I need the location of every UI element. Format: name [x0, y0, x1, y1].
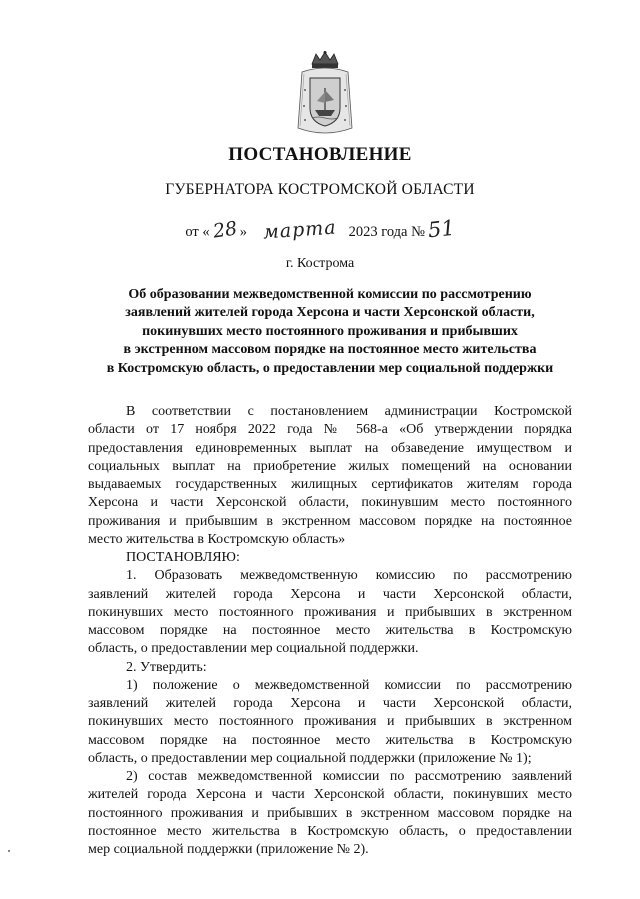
body-text-line: Херсона и части Херсонской области, покинувшим место постоянного [88, 495, 572, 511]
body-text-line: жителей города Херсона и части Херсонской области, покинувших место [88, 787, 572, 803]
date-number-line [0, 215, 640, 244]
handwritten-day: 28 [211, 217, 239, 243]
date-mid: » [239, 224, 248, 240]
title-line: покинувших место постоянного проживания и прибывших [142, 323, 518, 339]
body-text-line: заявлений жителей города Херсона и части Херсонской области, [88, 696, 572, 711]
body-text-line: покинувших место постоянного проживания и прибывших в экстренном [88, 604, 572, 620]
body-text-line: 2. Утвердить: [126, 659, 207, 675]
body-text-line: место жительства в Костромскую область» [88, 531, 346, 547]
date-year: 2023 года № [348, 224, 425, 240]
body-text-line: 1) положение о межведомственной комиссии по рассмотрению [126, 677, 572, 693]
body-text-line: покинувших место постоянного проживания и прибывших в экстренном [88, 714, 572, 730]
issuer-heading: ГУБЕРНАТОРА КОСТРОМСКОЙ ОБЛАСТИ [165, 181, 475, 198]
body-text-line: постоянного проживания и прибывших в экстренном массовом порядке на [88, 805, 572, 821]
handwritten-document-number: 51 [426, 215, 456, 243]
title-line: Об образовании межведомственной комиссии по рассмотрению [128, 287, 532, 302]
title-line: в Костромскую область, о предоставлении мер социальной поддержки [106, 360, 554, 376]
body-text-line: массовом порядке на постоянное место жительства в Костромскую [88, 732, 572, 748]
document-type-title: ПОСТАНОВЛЕНИЕ [228, 144, 412, 165]
date-prefix: от « [185, 224, 210, 240]
body-text-line: социальных выплат на приобретение жилых помещений на основании [88, 458, 572, 474]
body-text-line: область, о предоставлении мер социальной поддержки. [88, 641, 419, 657]
city-line: г. Кострома [285, 256, 355, 271]
body-text-line: ПОСТАНОВЛЯЮ: [126, 550, 240, 565]
body-text-line: выдаваемых государственных жилищных сертификатов жителям города [88, 477, 572, 492]
scan-mark [8, 850, 10, 852]
resolution-title [70, 286, 590, 378]
body-text-line: область, о предоставлении мер социальной поддержки (приложение № 1); [88, 750, 532, 766]
body-text-line: 1. Образовать межведомственную комиссию по рассмотрению [126, 568, 572, 584]
body-text-line: В соответствии с постановлением администрации Костромской [126, 404, 572, 419]
handwritten-month: марта [262, 216, 338, 244]
body-text-line: мер социальной поддержки (приложение № 2). [88, 842, 369, 857]
body-text-line: проживания и прибывшим в экстренном массовом порядке на постоянное [88, 513, 572, 529]
resolution-body [88, 403, 572, 859]
title-line: заявлений жителей города Херсона и части Херсонской области, [125, 305, 535, 321]
body-text-line: заявлений жителей города Херсона и части Херсонской области, [88, 586, 572, 602]
body-text-line: предоставления единовременных выплат на обзаведение имуществом и [88, 440, 572, 456]
body-text-line: массовом порядке на постоянное место жительства в Костромскую [88, 623, 572, 638]
body-text-line: области от 17 ноября 2022 года № 568-а «Об утверждении порядка [88, 422, 572, 438]
body-text-line: 2) состав межведомственной комиссии по рассмотрению заявлений [126, 769, 572, 784]
coat-of-arms-emblem [290, 50, 360, 140]
body-text-line: постоянное место жительства в Костромскую область, о предоставлении [88, 823, 572, 839]
title-line: в экстренном массовом порядке на постоянное место жительства [123, 342, 537, 358]
